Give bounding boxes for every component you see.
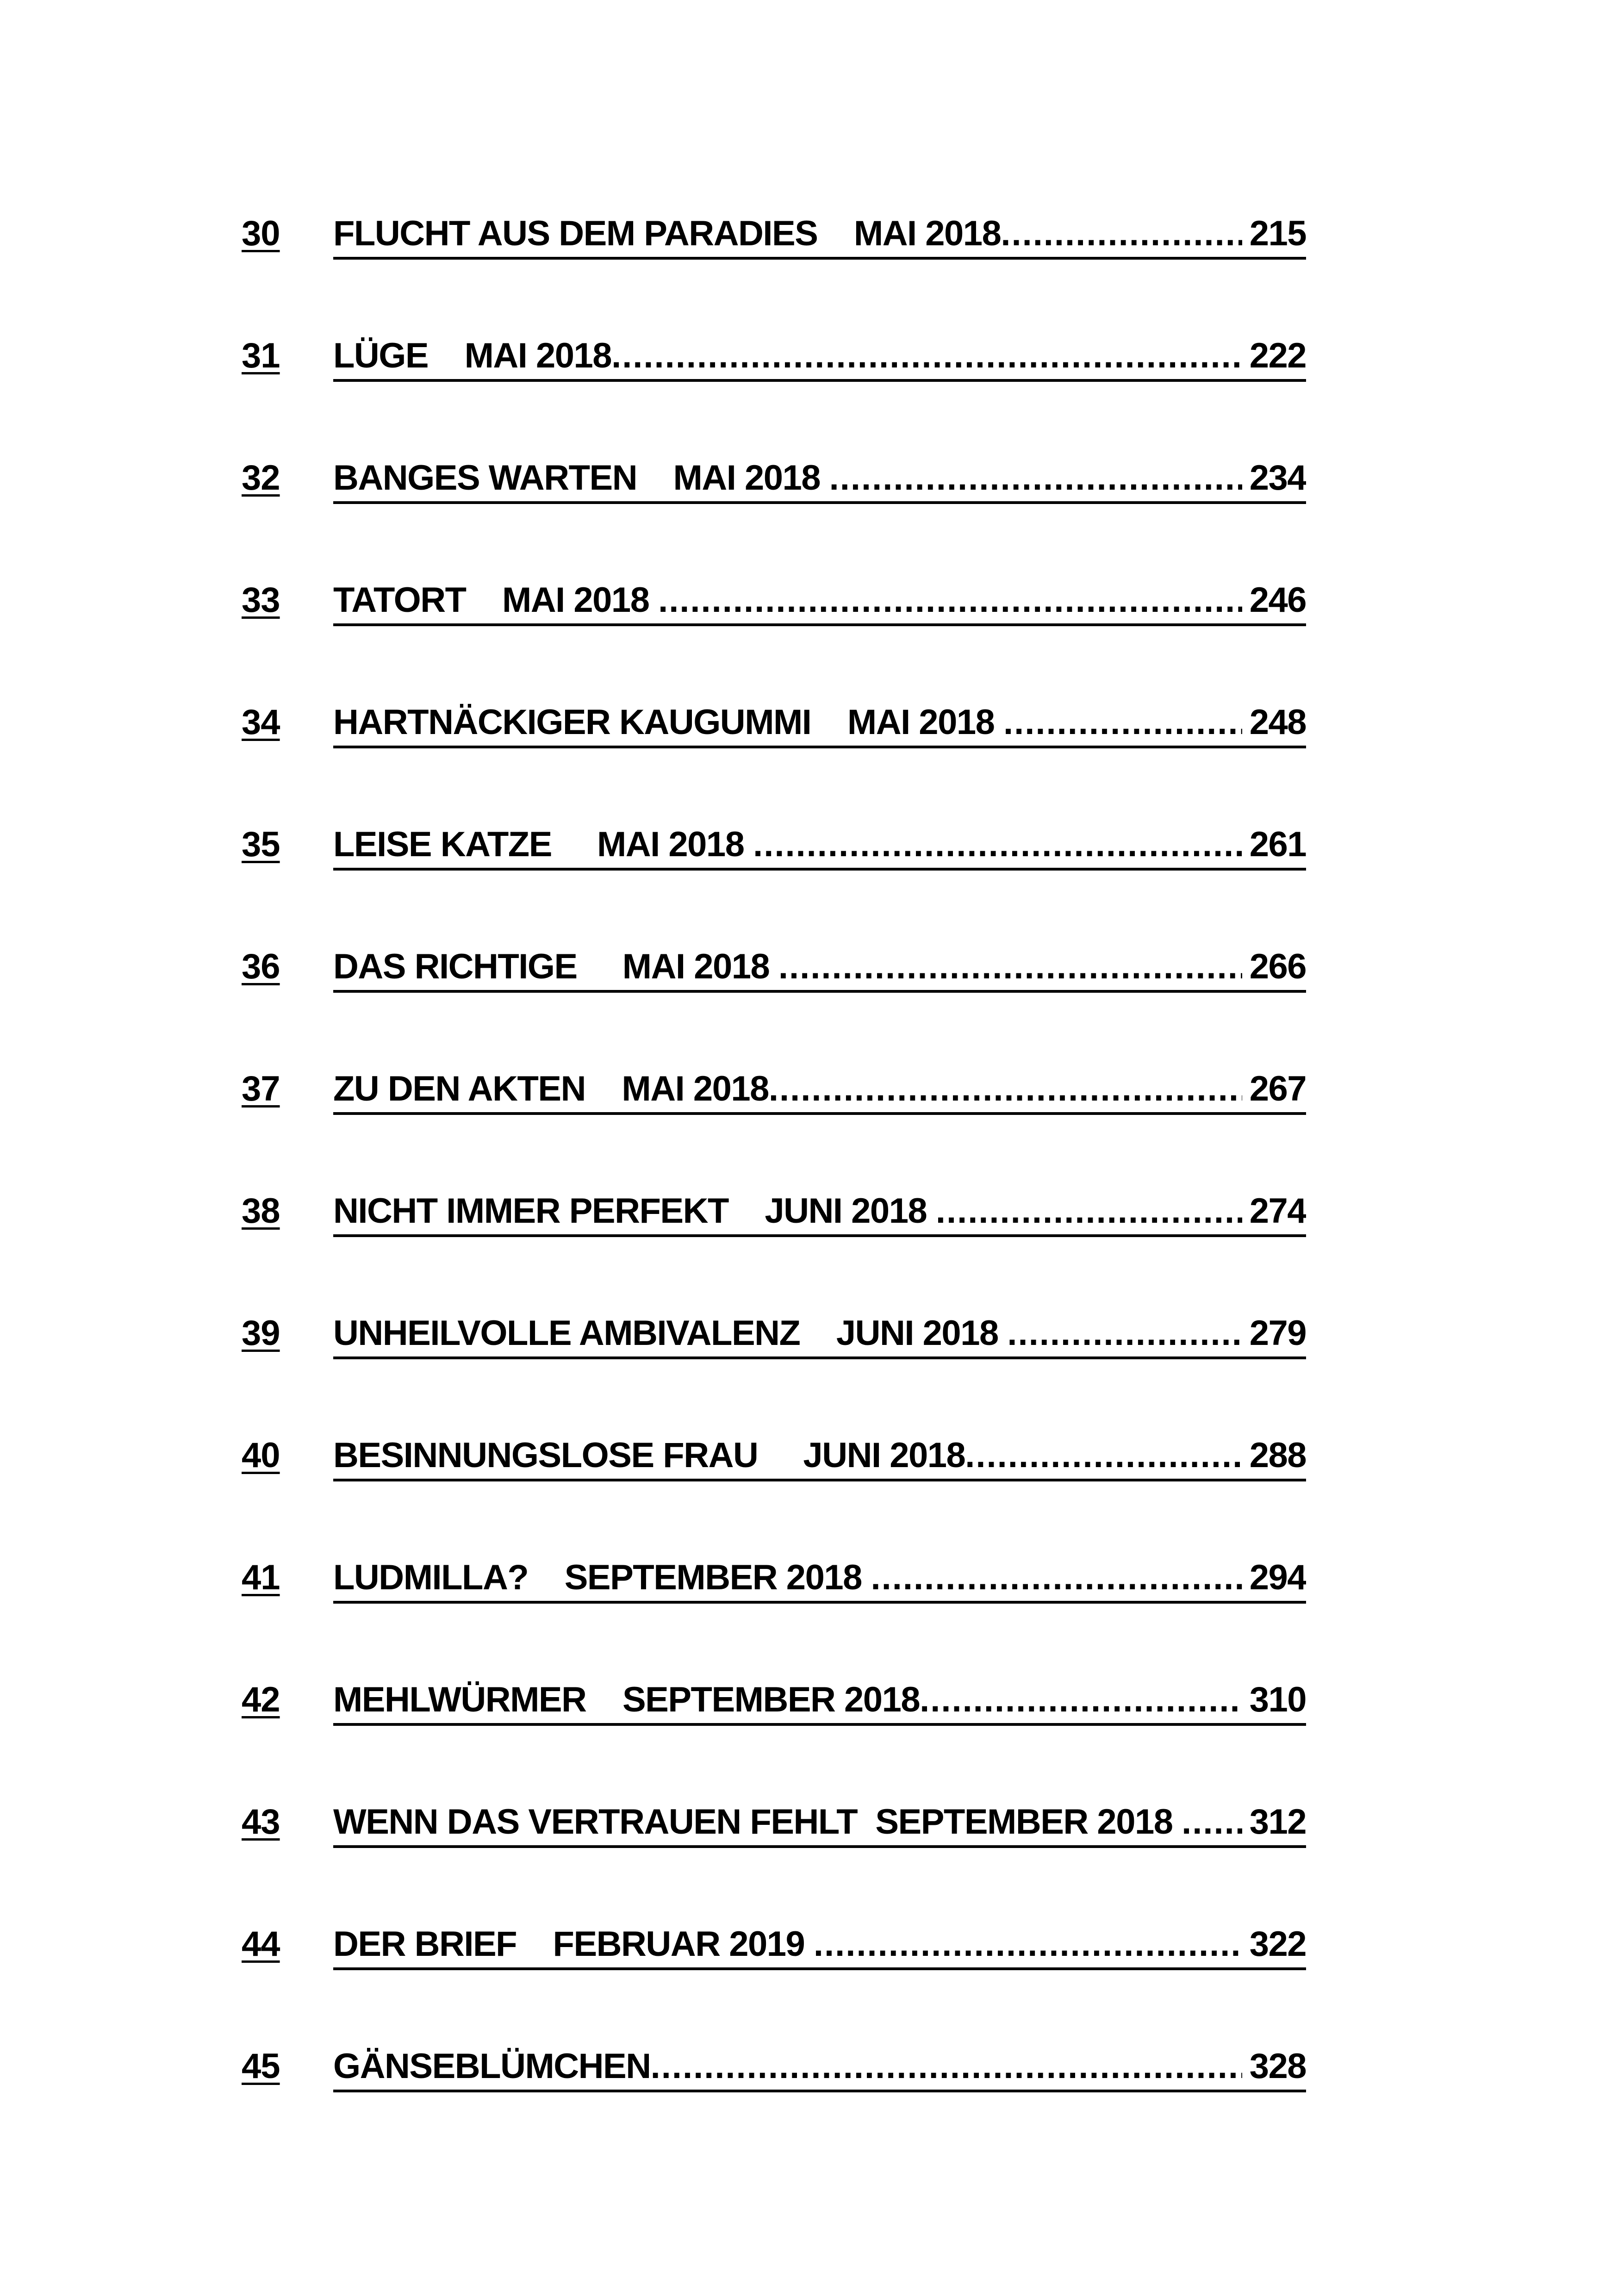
- chapter-link[interactable]: [333, 2043, 1306, 2092]
- toc-entry-38[interactable]: [242, 1188, 1306, 1310]
- chapter-title: FLUCHT AUS DEM PARADIES MAI 2018: [333, 214, 1001, 253]
- chapter-number[interactable]: 42: [242, 1680, 280, 1719]
- page-number: 246: [1249, 580, 1306, 620]
- chapter-link[interactable]: [333, 1432, 1306, 1481]
- chapter-link[interactable]: [333, 1555, 1306, 1604]
- chapter-link[interactable]: [333, 821, 1306, 871]
- dot-leader: [1001, 211, 1242, 257]
- dot-leader: [920, 1677, 1242, 1723]
- chapter-link[interactable]: [333, 577, 1306, 626]
- dot-leader: [769, 1066, 1242, 1112]
- chapter-link[interactable]: [333, 1188, 1306, 1237]
- chapter-number[interactable]: 38: [242, 1191, 280, 1231]
- chapter-link[interactable]: [333, 699, 1306, 748]
- toc-entry-42[interactable]: [242, 1677, 1306, 1799]
- dot-leader: [753, 821, 1242, 868]
- dot-leader: [1007, 1310, 1242, 1356]
- chapter-number[interactable]: 30: [242, 214, 280, 253]
- dot-leader: [871, 1555, 1242, 1601]
- chapter-title: DER BRIEF FEBRUAR 2019: [333, 1924, 814, 1964]
- chapter-link[interactable]: [333, 333, 1306, 382]
- chapter-number[interactable]: 45: [242, 2047, 280, 2086]
- chapter-link[interactable]: [333, 455, 1306, 504]
- toc-entry-41[interactable]: [242, 1555, 1306, 1677]
- dot-leader: [658, 577, 1242, 623]
- page-number: 222: [1249, 336, 1306, 375]
- chapter-title: HARTNÄCKIGER KAUGUMMI MAI 2018: [333, 703, 1003, 742]
- chapter-number[interactable]: 41: [242, 1558, 280, 1597]
- chapter-title: DAS RICHTIGE MAI 2018: [333, 947, 778, 986]
- chapter-title: WENN DAS VERTRAUEN FEHLT SEPTEMBER 2018: [333, 1802, 1182, 1842]
- dot-leader: [611, 333, 1242, 379]
- chapter-link[interactable]: [333, 1310, 1306, 1359]
- chapter-title: BANGES WARTEN MAI 2018: [333, 458, 829, 498]
- chapter-link[interactable]: [333, 211, 1306, 260]
- toc-entry-45[interactable]: [242, 2043, 1306, 2165]
- toc-entry-34[interactable]: [242, 699, 1306, 821]
- page-number: 279: [1249, 1313, 1306, 1353]
- page-number: 310: [1249, 1680, 1306, 1719]
- chapter-link[interactable]: [333, 1677, 1306, 1726]
- chapter-number[interactable]: 36: [242, 947, 280, 986]
- chapter-title: BESINNUNGSLOSE FRAU JUNI 2018: [333, 1436, 965, 1475]
- page-number: 248: [1249, 703, 1306, 742]
- page-number: 266: [1249, 947, 1306, 986]
- dot-leader: [1182, 1799, 1242, 1845]
- page-number: 215: [1249, 214, 1306, 253]
- page-number: 261: [1249, 825, 1306, 864]
- chapter-number[interactable]: 33: [242, 580, 280, 620]
- chapter-title: ZU DEN AKTEN MAI 2018: [333, 1069, 769, 1108]
- chapter-title: MEHLWÜRMER SEPTEMBER 2018: [333, 1680, 920, 1719]
- chapter-number[interactable]: 34: [242, 703, 280, 742]
- page-number: 274: [1249, 1191, 1306, 1231]
- chapter-number[interactable]: 37: [242, 1069, 280, 1108]
- chapter-number[interactable]: 43: [242, 1802, 280, 1842]
- toc-entry-31[interactable]: [242, 333, 1306, 455]
- chapter-title: GÄNSEBLÜMCHEN: [333, 2047, 651, 2086]
- dot-leader: [936, 1188, 1242, 1234]
- chapter-title: NICHT IMMER PERFEKT JUNI 2018: [333, 1191, 936, 1231]
- chapter-number[interactable]: 35: [242, 825, 280, 864]
- toc-entry-36[interactable]: [242, 944, 1306, 1066]
- toc-entry-35[interactable]: [242, 821, 1306, 944]
- chapter-title: TATORT MAI 2018: [333, 580, 659, 620]
- chapter-title: LUDMILLA? SEPTEMBER 2018: [333, 1558, 871, 1597]
- toc-entry-37[interactable]: [242, 1066, 1306, 1188]
- toc-entry-43[interactable]: [242, 1799, 1306, 1921]
- chapter-link[interactable]: [333, 1799, 1306, 1848]
- table-of-contents: [242, 211, 1306, 2165]
- chapter-link[interactable]: [333, 944, 1306, 993]
- page-number: 294: [1249, 1558, 1306, 1597]
- toc-entry-40[interactable]: [242, 1432, 1306, 1555]
- dot-leader: [651, 2043, 1242, 2090]
- toc-entry-44[interactable]: [242, 1921, 1306, 2043]
- dot-leader: [1003, 699, 1242, 746]
- chapter-link[interactable]: [333, 1921, 1306, 1970]
- dot-leader: [965, 1432, 1242, 1479]
- toc-entry-39[interactable]: [242, 1310, 1306, 1432]
- toc-entry-30[interactable]: [242, 211, 1306, 333]
- chapter-link[interactable]: [333, 1066, 1306, 1115]
- chapter-number[interactable]: 39: [242, 1313, 280, 1353]
- page-number: 288: [1249, 1436, 1306, 1475]
- page-number: 322: [1249, 1924, 1306, 1964]
- chapter-title: UNHEILVOLLE AMBIVALENZ JUNI 2018: [333, 1313, 1008, 1353]
- chapter-number[interactable]: 31: [242, 336, 280, 375]
- chapter-number[interactable]: 40: [242, 1436, 280, 1475]
- page-number: 234: [1249, 458, 1306, 498]
- dot-leader: [778, 944, 1242, 990]
- page-number: 312: [1249, 1802, 1306, 1842]
- chapter-number[interactable]: 44: [242, 1924, 280, 1964]
- toc-entry-33[interactable]: [242, 577, 1306, 699]
- chapter-number[interactable]: 32: [242, 458, 280, 498]
- chapter-title: LÜGE MAI 2018: [333, 336, 612, 375]
- page-number: 267: [1249, 1069, 1306, 1108]
- dot-leader: [829, 455, 1242, 501]
- chapter-title: LEISE KATZE MAI 2018: [333, 825, 753, 864]
- page-number: 328: [1249, 2047, 1306, 2086]
- dot-leader: [814, 1921, 1242, 1967]
- toc-entry-32[interactable]: [242, 455, 1306, 577]
